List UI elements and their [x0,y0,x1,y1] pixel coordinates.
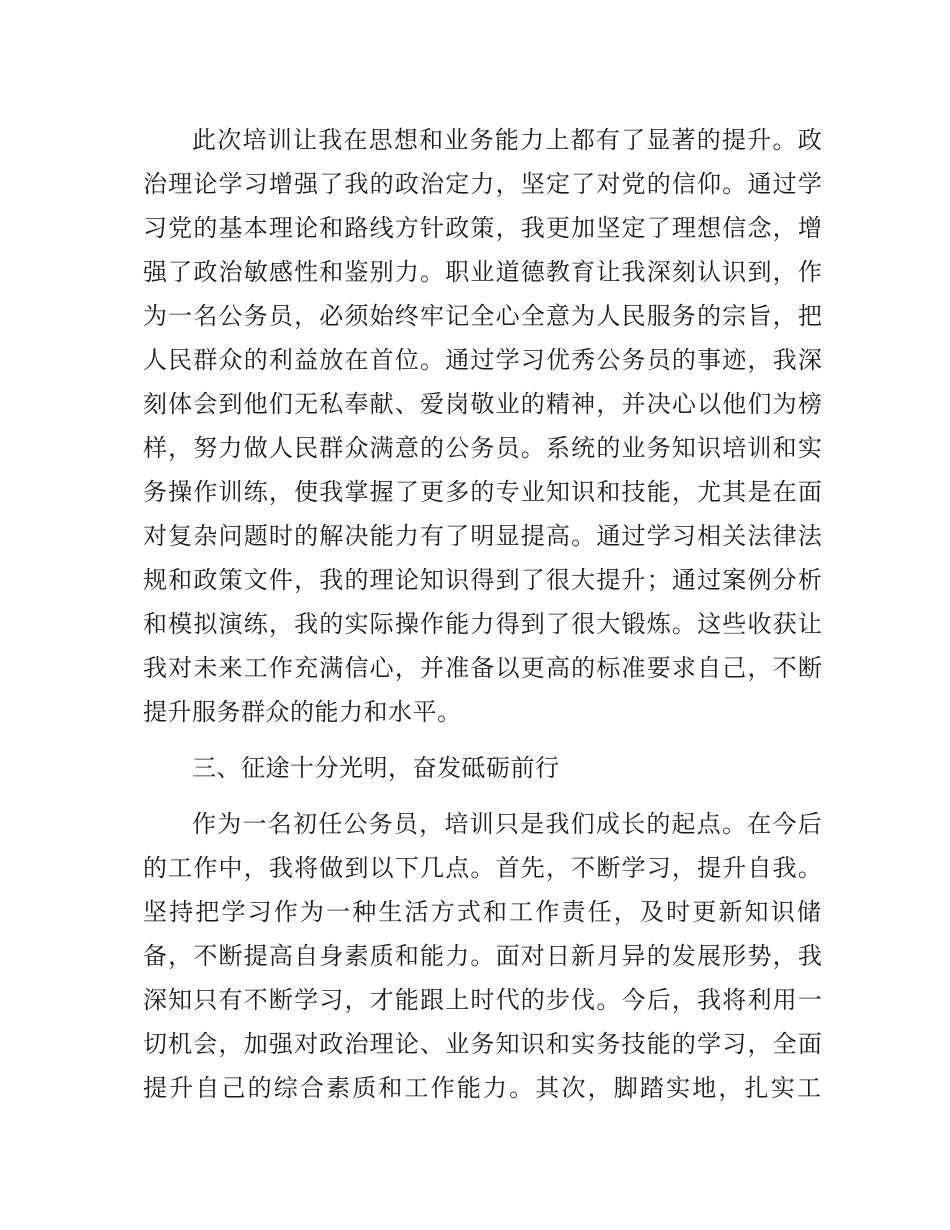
paragraph-2-line: 坚持把学习作为一种生活方式和工作责任，及时更新知识储 [143,898,823,926]
paragraph-2-line: 作为一名初任公务员，培训只是我们成长的起点。在今后 [192,810,823,838]
paragraph-1-line: 习党的基本理论和路线方针政策，我更加坚定了理想信念，增 [143,214,823,242]
paragraph-1-line: 规和政策文件，我的理论知识得到了很大提升；通过案例分析 [143,566,823,594]
paragraph-1-line: 样，努力做人民群众满意的公务员。系统的业务知识培训和实 [143,434,823,462]
paragraph-1-line: 务操作训练，使我掌握了更多的专业知识和技能，尤其是在面 [143,478,823,506]
paragraph-1-line: 强了政治敏感性和鉴别力。职业道德教育让我深刻认识到，作 [143,258,823,286]
paragraph-2-line: 切机会，加强对政治理论、业务知识和实务技能的学习，全面 [143,1030,823,1058]
paragraph-1-line: 为一名公务员，必须始终牢记全心全意为人民服务的宗旨，把 [143,302,823,330]
paragraph-2-line: 提升自己的综合素质和工作能力。其次，脚踏实地，扎实工 [143,1074,823,1102]
paragraph-1-line: 此次培训让我在思想和业务能力上都有了显著的提升。政 [192,126,823,154]
paragraph-2-line: 备，不断提高自身素质和能力。面对日新月异的发展形势，我 [143,942,823,970]
section-heading: 三、征途十分光明，奋发砥砺前行 [192,754,560,782]
paragraph-1-line: 对复杂问题时的解决能力有了明显提高。通过学习相关法律法 [143,522,823,550]
paragraph-1-line: 提升服务群众的能力和水平。 [143,698,462,726]
paragraph-1-line: 和模拟演练，我的实际操作能力得到了很大锻炼。这些收获让 [143,610,823,638]
paragraph-1-line: 人民群众的利益放在首位。通过学习优秀公务员的事迹，我深 [143,346,823,374]
paragraph-2-line: 深知只有不断学习，才能跟上时代的步伐。今后，我将利用一 [143,986,823,1014]
paragraph-1-line: 治理论学习增强了我的政治定力，坚定了对党的信仰。通过学 [143,170,823,198]
paragraph-2-line: 的工作中，我将做到以下几点。首先，不断学习，提升自我。 [143,854,823,882]
paragraph-1-line: 刻体会到他们无私奉献、爱岗敬业的精神，并决心以他们为榜 [143,390,823,418]
paragraph-1-line: 我对未来工作充满信心，并准备以更高的标准要求自己，不断 [143,654,823,682]
